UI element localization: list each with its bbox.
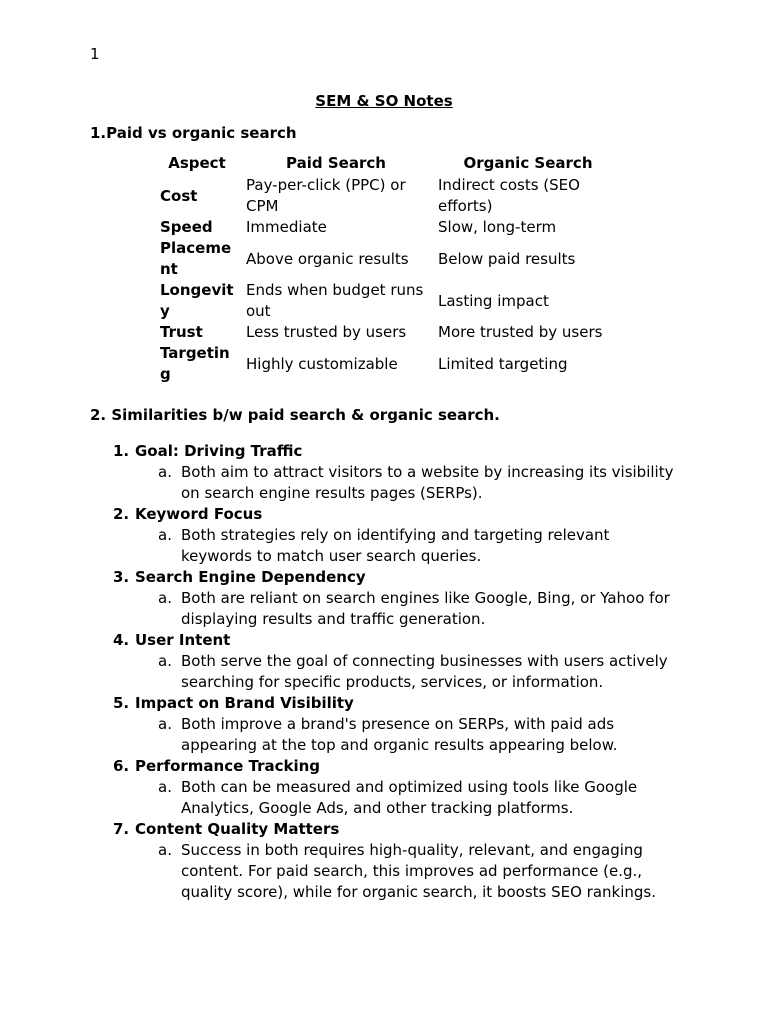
- item-number: 7.: [113, 820, 130, 838]
- item-title: Impact on Brand Visibility: [135, 694, 354, 712]
- column-header: Organic Search: [463, 154, 593, 172]
- list-item: [90, 441, 690, 504]
- column-header: Aspect: [168, 154, 226, 172]
- aspect-cell: Trust: [160, 323, 203, 341]
- aspect-cell: Cost: [160, 186, 198, 205]
- page-number: 1: [90, 45, 100, 63]
- item-title: Goal: Driving Traffic: [135, 442, 303, 460]
- item-number: 5.: [113, 694, 130, 712]
- organic-cell: Lasting impact: [438, 291, 549, 310]
- sub-item-marker: a.: [158, 463, 172, 481]
- table-row: [154, 175, 624, 217]
- sub-item-marker: a.: [158, 652, 172, 670]
- list-item: [90, 693, 690, 756]
- paid-cell: Above organic results: [246, 249, 409, 268]
- item-detail: Both serve the goal of connecting businesses with users actively searching for specific products, services, or information.: [181, 652, 668, 691]
- organic-cell: Indirect costs (SEO efforts): [438, 176, 580, 215]
- organic-cell: Below paid results: [438, 249, 576, 268]
- paid-cell: Less trusted by users: [246, 323, 407, 341]
- list-item: [90, 819, 690, 903]
- table-header-row: [154, 153, 624, 175]
- paid-cell: Pay-per-click (PPC) or CPM: [246, 176, 406, 215]
- organic-cell: Limited targeting: [438, 354, 568, 373]
- item-detail: Both aim to attract visitors to a website by increasing its visibility on search engine results pages (SERPs).: [181, 463, 674, 502]
- sub-item-marker: a.: [158, 841, 172, 859]
- aspect-cell: Speed: [160, 218, 213, 236]
- item-number: 4.: [113, 631, 130, 649]
- sub-item-marker: a.: [158, 778, 172, 796]
- item-detail: Both strategies rely on identifying and targeting relevant keywords to match user search queries.: [181, 526, 610, 565]
- item-detail: Both can be measured and optimized using tools like Google Analytics, Google Ads, and other tracking platforms.: [181, 778, 638, 817]
- item-number: 1.: [113, 442, 130, 460]
- item-number: 3.: [113, 568, 130, 586]
- item-title: User Intent: [135, 631, 231, 649]
- item-title: Search Engine Dependency: [135, 568, 366, 586]
- item-detail: Both are reliant on search engines like Google, Bing, or Yahoo for displaying results and traffic generation.: [181, 589, 670, 628]
- organic-cell: More trusted by users: [438, 323, 603, 341]
- aspect-cell: Longevity: [160, 281, 234, 320]
- organic-cell: Slow, long-term: [438, 218, 557, 236]
- table-row: [154, 280, 624, 322]
- list-item: [90, 756, 690, 819]
- aspect-cell: Placement: [160, 239, 232, 278]
- list-item: [90, 630, 690, 693]
- item-detail: Both improve a brand's presence on SERPs, with paid ads appearing at the top and organic results appearing below.: [181, 715, 618, 754]
- item-title: Keyword Focus: [135, 505, 263, 523]
- sub-item-marker: a.: [158, 526, 172, 544]
- aspect-cell: Targeting: [160, 344, 230, 383]
- paid-cell: Immediate: [246, 218, 327, 236]
- table-row: [154, 322, 624, 343]
- list-item: [90, 567, 690, 630]
- similarities-list: [90, 441, 690, 903]
- comparison-table: [154, 153, 624, 385]
- column-header: Paid Search: [286, 154, 386, 172]
- sub-item-marker: a.: [158, 589, 172, 607]
- item-title: Performance Tracking: [135, 757, 321, 775]
- item-number: 6.: [113, 757, 130, 775]
- page-title: SEM & SO Notes: [315, 92, 453, 110]
- paid-cell: Highly customizable: [246, 354, 398, 373]
- sub-item-marker: a.: [158, 715, 172, 733]
- item-title: Content Quality Matters: [135, 820, 340, 838]
- section-2-heading: 2. Similarities b/w paid search & organic search.: [90, 406, 500, 424]
- list-item: [90, 504, 690, 567]
- section-1-heading: 1.Paid vs organic search: [90, 124, 297, 142]
- item-number: 2.: [113, 505, 130, 523]
- table-row: [154, 343, 624, 385]
- table-row: [154, 238, 624, 280]
- item-detail: Success in both requires high-quality, relevant, and engaging content. For paid search, this improves ad performance (e.g., quality score), while for organic search, it boosts SEO rankings.: [181, 841, 656, 901]
- table-row: [154, 217, 624, 238]
- paid-cell: Ends when budget runs out: [246, 281, 424, 320]
